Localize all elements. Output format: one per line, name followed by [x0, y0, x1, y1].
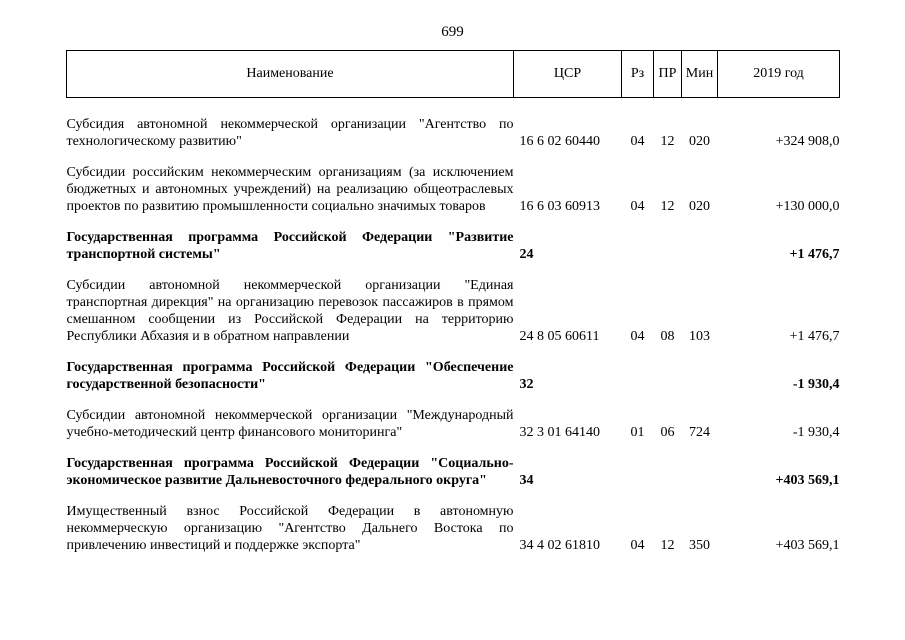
table-row-program — [67, 447, 840, 495]
header-sum: 2019 год — [718, 51, 840, 98]
page-number: 699 — [441, 24, 464, 40]
row-rz: 04 — [630, 329, 645, 344]
header-min: Мин — [682, 51, 718, 98]
row-pr: 12 — [660, 134, 675, 149]
row-min — [682, 447, 718, 495]
row-sum: +1 476,7 — [789, 329, 840, 344]
row-csr: 32 3 01 64140 — [519, 425, 600, 440]
row-rz — [622, 447, 654, 495]
row-rz — [622, 351, 654, 399]
row-pr — [654, 447, 682, 495]
row-name: Государственная программа Российской Федерации "Социально-экономическое развитие Дальневосточного федерального округа" — [66, 456, 514, 488]
row-name: Субсидии российским некоммерческим организациям (за исключением бюджетных и автономных учреждений) на реализацию общеотраслевых проектов по развитию промышленности социально значимых товаров — [66, 165, 514, 214]
row-csr: 34 — [519, 473, 534, 488]
row-csr: 16 6 03 60913 — [519, 199, 600, 214]
row-name: Субсидия автономной некоммерческой организации "Агентство по технологическому развитию" — [66, 117, 514, 149]
row-min: 020 — [689, 199, 710, 214]
row-name: Имущественный взнос Российской Федерации в автономную некоммерческую организацию "Агентство Дальнего Востока по привлечению инвестиций и поддержке экспорта" — [66, 504, 514, 553]
budget-table — [66, 50, 840, 560]
row-sum: +403 569,1 — [775, 473, 840, 488]
row-min: 020 — [689, 134, 710, 149]
row-rz: 04 — [630, 134, 645, 149]
table-row — [67, 399, 840, 447]
row-csr: 16 6 02 60440 — [519, 134, 600, 149]
table-row — [67, 108, 840, 156]
row-min: 724 — [689, 425, 710, 440]
row-name: Субсидии автономной некоммерческой организации "Единая транспортная дирекция" на организацию перевозок пассажиров в прямом смешанном сообщении из Российской Федерации на территорию Республики Абхазия и в обратном направлении — [66, 278, 514, 344]
table-header-row — [67, 51, 840, 98]
header-rz: Рз — [622, 51, 654, 98]
row-name: Государственная программа Российской Федерации "Развитие транспортной системы" — [66, 230, 514, 262]
row-pr: 12 — [660, 538, 675, 553]
header-csr: ЦСР — [514, 51, 622, 98]
row-rz: 01 — [630, 425, 645, 440]
row-min — [682, 351, 718, 399]
table-row-program — [67, 351, 840, 399]
row-sum: +1 476,7 — [789, 247, 840, 262]
row-pr — [654, 221, 682, 269]
row-csr: 24 — [519, 247, 534, 262]
row-sum: +324 908,0 — [775, 134, 840, 149]
row-sum: +403 569,1 — [775, 538, 840, 553]
row-sum: -1 930,4 — [792, 425, 840, 440]
header-pr: ПР — [654, 51, 682, 98]
row-csr: 34 4 02 61810 — [519, 538, 600, 553]
row-csr: 24 8 05 60611 — [519, 329, 600, 344]
header-name: Наименование — [67, 51, 514, 98]
row-name: Государственная программа Российской Федерации "Обеспечение государственной безопасности" — [66, 360, 514, 392]
table-row — [67, 495, 840, 560]
row-sum: -1 930,4 — [792, 377, 840, 392]
row-rz: 04 — [630, 199, 645, 214]
row-pr — [654, 351, 682, 399]
row-sum: +130 000,0 — [775, 199, 840, 214]
row-min: 350 — [689, 538, 710, 553]
row-csr: 32 — [519, 377, 534, 392]
row-pr: 12 — [660, 199, 675, 214]
row-rz — [622, 221, 654, 269]
row-rz: 04 — [630, 538, 645, 553]
row-pr: 06 — [660, 425, 675, 440]
row-pr: 08 — [660, 329, 675, 344]
row-name: Субсидии автономной некоммерческой организации "Международный учебно-методический центр финансового мониторинга" — [66, 408, 514, 440]
row-min — [682, 221, 718, 269]
table-row — [67, 269, 840, 351]
row-min: 103 — [689, 329, 710, 344]
table-row-program — [67, 221, 840, 269]
table-row — [67, 156, 840, 221]
